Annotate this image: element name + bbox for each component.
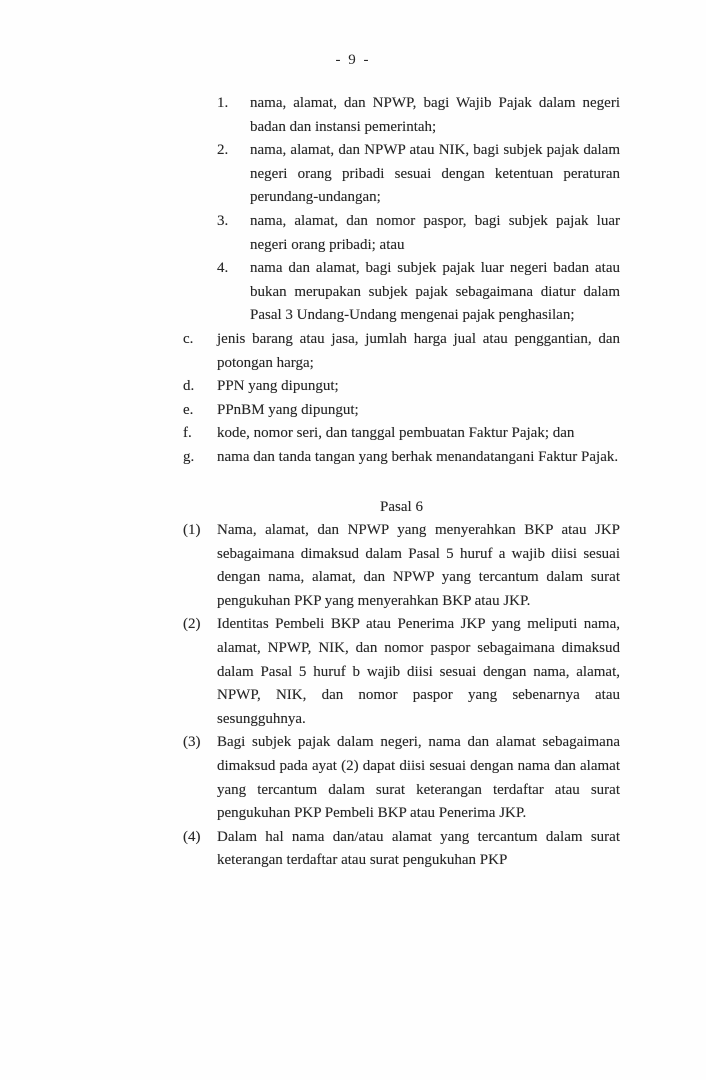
paragraph-text: Dalam hal nama dan/atau alamat yang tercantum dalam surat keterangan terdaftar atau surat pengukuhan PKP bbox=[217, 828, 620, 869]
list-item-marker: e. bbox=[183, 401, 194, 418]
list-item-marker: 1. bbox=[217, 95, 229, 111]
page-number: - 9 - bbox=[335, 52, 371, 68]
list-item-marker: 3. bbox=[217, 212, 229, 229]
list-item-text: PPnBM yang dipungut; bbox=[217, 401, 359, 418]
list-item-text: nama, alamat, dan NPWP, bagi Wajib Pajak dalam negeri badan dan instansi pemerintah; bbox=[250, 95, 620, 135]
paragraph-marker: (3) bbox=[183, 734, 201, 751]
list-item-text: nama dan alamat, bagi subjek pajak luar negeri badan atau bukan merupakan subjek pajak sebagaimana diatur dalam Pasal 3 Undang-Undang mengenai pajak penghasilan; bbox=[250, 260, 620, 324]
paragraph-marker: (2) bbox=[183, 616, 201, 633]
list-item-text: kode, nomor seri, dan tanggal pembuatan Faktur Pajak; dan bbox=[217, 425, 575, 442]
list-item-text: nama dan tanda tangan yang berhak menandatangani Faktur Pajak. bbox=[217, 448, 619, 465]
list-item bbox=[183, 422, 620, 446]
paragraph-marker: (1) bbox=[183, 522, 201, 539]
section-heading: Pasal 6 bbox=[380, 498, 423, 515]
list-item-marker: g. bbox=[183, 448, 195, 465]
paragraph-text: Identitas Pembeli BKP atau Penerima JKP yang meliputi nama, alamat, NPWP, NIK, dan nomor paspor sebagaimana dimaksud dalam Pasal 5 huruf b wajib diisi sesuai dengan nama, alamat, NPWP, NIK, dan nomor paspor yang sebenarnya atau sesungguhnya. bbox=[217, 616, 620, 727]
list-item bbox=[183, 328, 620, 375]
list-item-text: nama, alamat, dan NPWP atau NIK, bagi subjek pajak dalam negeri orang pribadi sesuai dengan ketentuan peraturan perundang-undangan; bbox=[250, 142, 620, 206]
list-item-marker: 4. bbox=[217, 260, 229, 277]
list-item-text: PPN yang dipungut; bbox=[217, 378, 339, 395]
list-item bbox=[183, 92, 620, 139]
paragraph bbox=[183, 613, 620, 731]
paragraph bbox=[183, 519, 620, 613]
list-item-marker: f. bbox=[183, 425, 192, 442]
list-item bbox=[183, 139, 620, 210]
paragraph bbox=[183, 826, 620, 873]
list-item bbox=[183, 446, 620, 470]
list-item-text: nama, alamat, dan nomor paspor, bagi subjek pajak luar negeri orang pribadi; atau bbox=[250, 212, 620, 253]
list-item bbox=[183, 375, 620, 399]
paragraph bbox=[183, 731, 620, 825]
document-body bbox=[183, 92, 620, 873]
list-item-marker: 2. bbox=[217, 142, 229, 159]
list-item-marker: c. bbox=[183, 330, 194, 347]
paragraph-text: Bagi subjek pajak dalam negeri, nama dan alamat sebagaimana dimaksud pada ayat (2) dapat diisi sesuai dengan nama dan alamat yang tercantum dalam surat keterangan terdaftar atau surat pengukuhan PKP Pembeli BKP atau Penerima JKP. bbox=[217, 734, 620, 822]
list-item bbox=[183, 210, 620, 257]
list-item-text: jenis barang atau jasa, jumlah harga jual atau penggantian, dan potongan harga; bbox=[217, 330, 620, 371]
paragraph-text: Nama, alamat, dan NPWP yang menyerahkan BKP atau JKP sebagaimana dimaksud dalam Pasal 5 huruf a wajib diisi sesuai dengan nama, alamat, dan NPWP yang tercantum dalam surat pengukuhan PKP yang menyerahkan BKP atau JKP. bbox=[217, 522, 620, 609]
list-item-marker: d. bbox=[183, 378, 195, 395]
list-item bbox=[183, 399, 620, 423]
list-item bbox=[183, 257, 620, 328]
paragraph-marker: (4) bbox=[183, 828, 201, 845]
